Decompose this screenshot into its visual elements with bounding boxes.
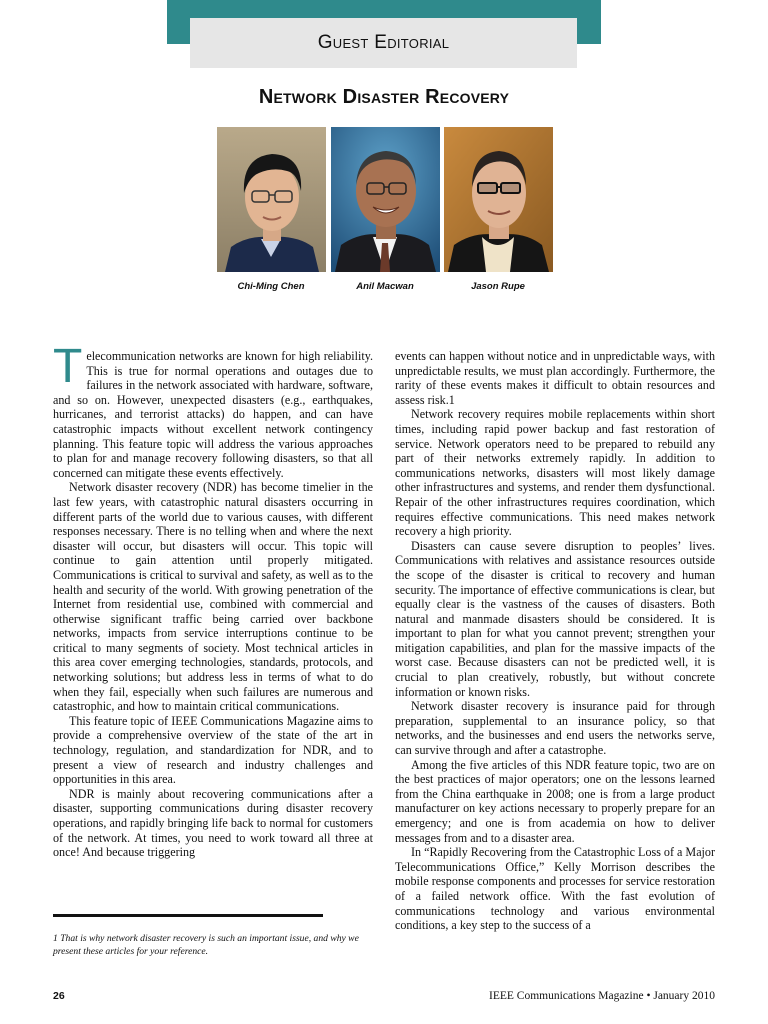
article-right-column: [395, 349, 715, 933]
paragraph: This feature topic of IEEE Communications Magazine aims to provide a comprehensive overview of the state of the art in technology, regulation, and standardization for NDR, and to present a view of research and industry challenges and opportunities in this area.: [53, 713, 373, 787]
drop-cap: T: [53, 340, 83, 393]
author-photo-3: [444, 127, 553, 272]
author-photo-2: [331, 127, 440, 272]
paragraph: Network disaster recovery is insurance paid for through preparation, supplemental to an insurance policy, so that networks, and the businesses and end users the networks serve, can survive through and after a catastrophe.: [395, 699, 715, 758]
section-label-box: [190, 18, 577, 68]
paragraph: Disasters can cause severe disruption to peoples’ lives. Communications with relatives and assistance resources outside the scope of the disaster is critical to recovery and human security. The importance of effective communications is clear, but equally clear is the vastness of the causes of disasters. Both natural and manmade disasters should be considered. It is important to plan for what you cannot prevent; strengthen your mitigation capabilities, and plan for the massive impacts of the worst case. Because disasters can not be predicted well, it is crucial to plan creatively, robustly, but without concrete information or known risks.: [395, 538, 715, 699]
journal-footer: IEEE Communications Magazine • January 2010: [489, 990, 715, 1002]
paragraph: Telecommunication networks are known for high reliability. This is true for normal operations and outages due to failures in the network associated with hardware, software, and so on. However, unexpected disasters (e.g., earthquakes, hurricanes, and terrorist attacks) do happen, and can have catastrophic impacts without excellent network contingency planning. This feature topic will address the various approaches to plan for and manage recovery following disasters, so that all concerned can mitigate these events effectively.: [53, 340, 373, 480]
author-name-3: Jason Rupe: [471, 281, 525, 292]
footnote-rule: [53, 914, 323, 917]
author-name-2: Anil Macwan: [356, 281, 414, 292]
paragraph: events can happen without notice and in unpredictable ways, with unpredictable results, we must plan accordingly. Furthermore, the rarity of these events makes it difficult to obtain resources and assess risk.1: [395, 349, 715, 407]
article-left-column: [53, 340, 373, 860]
page-number: 26: [53, 990, 65, 1002]
paragraph: Among the five articles of this NDR feature topic, two are on the best practices of major operators; one on the lessons learned from the China earthquake in 2008; one is from a large product manufacturer on key actions necessary to properly prepare for an emergency; and one is from academia on how to deliver messages from and to a disaster area.: [395, 757, 715, 845]
paragraph: NDR is mainly about recovering communications after a disaster, supporting communications during disaster recovery operations, and rapidly bringing life back to normal for customers of the network. At times, you need to work toward all three at once! And because triggering: [53, 786, 373, 860]
author-photo-1: [217, 127, 326, 272]
paragraph: In “Rapidly Recovering from the Catastrophic Loss of a Major Telecommunications Office,” Kelly Morrison describes the mobile response components and processes for service restoration of a failed network office. With the fast evolution of communications technology and various environmental conditions, a key step to the success of a: [395, 845, 715, 933]
paragraph: Network disaster recovery (NDR) has become timelier in the last few years, with catastrophic natural disasters occurring in different parts of the world due to various causes, with different responses necessary. There is no telling when and where the next disaster will occur, but disasters will occur. This topic will continue to gain attention until properly mitigated. Communications is critical to survival and safety, as well as to the health and security of the world. With growing penetration of the Internet from residential use, combined with commercial and otherwise significant traffic being carried over backbone networks, impacts from service interruptions continue to be critical to many segments of society. Most technical articles in this area cover emerging technologies, standards, protocols, and networking solutions; but address less in terms of what to do when they fail, especially when such failures are numerous and catastrophic, and how to maintain critical communications.: [53, 480, 373, 714]
footnote: 1 That is why network disaster recovery is such an important issue, and why we present these articles for your reference.: [53, 933, 359, 957]
author-name-1: Chi-Ming Chen: [237, 281, 305, 292]
paragraph: Network recovery requires mobile replacements within short times, including rapid power backup and fast restoration of service. Network operators need to be prepared to rebuild any part of their networks extremely rapidly. In addition to communications networks, disasters will most likely damage other infrastructures and systems, and render them dysfunctional. Repair of the other infrastructures requires coordination, which requires effective communications. This need makes network recovery a high priority.: [395, 407, 715, 539]
article-title: Network Disaster Recovery: [258, 86, 510, 108]
section-label: Guest Editorial: [317, 32, 450, 53]
